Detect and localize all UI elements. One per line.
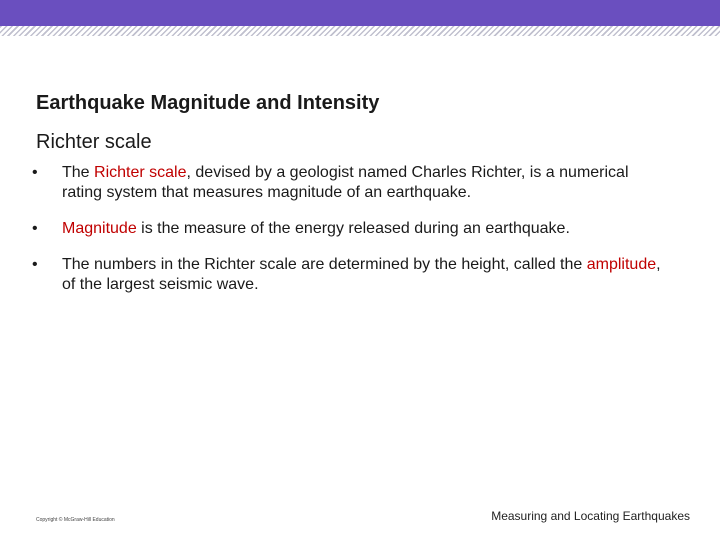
header-banner — [0, 0, 720, 26]
bullet-text-post: , of the largest seismic wave. — [62, 256, 661, 293]
copyright-notice: Copyright © McGraw-Hill Education — [36, 517, 115, 523]
highlight-term: Richter scale — [94, 164, 187, 181]
header-hatch-stripe — [0, 26, 720, 36]
highlight-term: Magnitude — [62, 220, 137, 237]
bullet-symbol: • — [32, 164, 38, 181]
bullet-text — [62, 255, 672, 295]
bullet-item — [32, 219, 672, 239]
bullet-text — [62, 163, 672, 203]
bullet-symbol: • — [32, 220, 38, 237]
bullet-text-post: is the measure of the energy released during an earthquake. — [136, 220, 570, 237]
bullet-text-pre: The numbers in the Richter scale are determined by the height, called the — [62, 256, 587, 273]
footer-section-title: Measuring and Locating Earthquakes — [491, 509, 690, 523]
highlight-term: amplitude — [586, 256, 657, 273]
bullet-symbol: • — [32, 256, 38, 273]
bullet-text-post: , devised by a geologist named Charles Richter, is a numerical rating system that measures magnitude of an earthquake. — [62, 164, 629, 201]
bullet-list — [32, 163, 672, 311]
slide-subtitle: Richter scale — [36, 131, 152, 153]
bullet-text — [62, 219, 672, 239]
slide-title: Earthquake Magnitude and Intensity — [36, 92, 380, 114]
bullet-item — [32, 163, 672, 203]
bullet-item — [32, 255, 672, 295]
bullet-text-pre: The — [62, 164, 95, 181]
